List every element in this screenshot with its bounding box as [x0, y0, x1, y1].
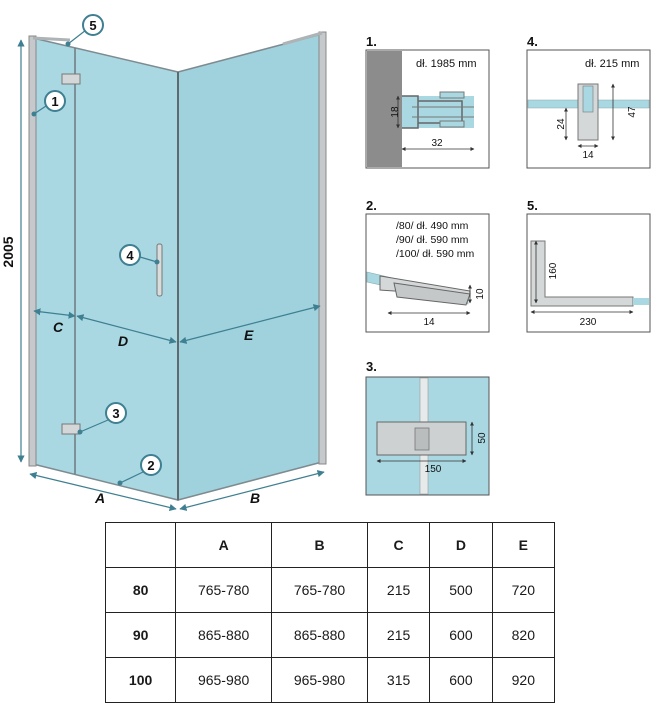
detail-4-dim-right: 47 [627, 106, 638, 118]
detail-2-dim-vertical: 10 [475, 288, 486, 300]
dim-a-label: A [95, 490, 106, 506]
table-cell: 90 [106, 613, 176, 658]
detail-1-number: 1. [366, 34, 377, 49]
detail-4 [527, 34, 650, 168]
callout-2-label: 2 [147, 458, 155, 473]
table-cell: 720 [492, 568, 554, 613]
table-cell: 820 [492, 613, 554, 658]
dim-e-label: E [244, 327, 254, 343]
detail-2-note-3: /100/ dł. 590 mm [396, 248, 475, 260]
dimension-table [105, 522, 555, 703]
table-cell: 865-880 [176, 613, 272, 658]
table-cell: 765-780 [272, 568, 368, 613]
detail-5-number: 5. [527, 198, 538, 213]
detail-2-note-1: /80/ dł. 490 mm [396, 220, 469, 232]
table-cell: 215 [367, 613, 429, 658]
detail-5-dim-horizontal: 230 [579, 317, 597, 328]
table-header-row [106, 523, 555, 568]
table-cell: 100 [106, 658, 176, 703]
table-row [106, 658, 555, 703]
table-cell: 600 [430, 658, 492, 703]
detail-2-number: 2. [366, 198, 377, 213]
callout-3-label: 3 [112, 406, 120, 421]
detail-1-dim-vertical: 18 [390, 106, 401, 118]
detail-3-dim-horizontal: 150 [424, 464, 442, 475]
detail-2-dim-horizontal: 14 [423, 317, 435, 328]
detail-4-note: dł. 215 mm [585, 58, 640, 70]
wall-profile-left [29, 36, 36, 466]
callout-1-label: 1 [51, 94, 59, 109]
table-cell: 500 [430, 568, 492, 613]
hinge-bottom [62, 424, 80, 434]
side-glass-panel [178, 34, 322, 500]
callout-5-label: 5 [89, 18, 97, 33]
callout-4-label: 4 [126, 248, 134, 263]
table-cell: 920 [492, 658, 554, 703]
wall-profile-right [319, 32, 326, 464]
dim-b-label: B [250, 490, 261, 506]
table-cell: 80 [106, 568, 176, 613]
table-cell: 315 [367, 658, 429, 703]
detail-4-dim-horizontal: 14 [582, 150, 594, 161]
top-brace-left [33, 38, 70, 40]
table-header-cell: B [272, 523, 368, 568]
height-dimension [0, 40, 21, 462]
table-cell: 215 [367, 568, 429, 613]
detail-2 [366, 198, 489, 332]
shower-enclosure [29, 32, 326, 500]
dim-c-label: C [53, 319, 64, 335]
table-cell: 965-980 [176, 658, 272, 703]
table-cell: 865-880 [272, 613, 368, 658]
detail-3-dim-vertical: 50 [477, 432, 488, 444]
detail-5 [527, 198, 650, 332]
detail-1-dim-horizontal: 32 [431, 138, 443, 149]
detail-1-note: dł. 1985 mm [416, 58, 477, 70]
dim-d-label: D [118, 333, 129, 349]
hinge-top [62, 74, 80, 84]
detail-3-number: 3. [366, 359, 377, 374]
height-label: 2005 [0, 236, 16, 268]
callout-5 [66, 15, 104, 47]
table-header-cell [106, 523, 176, 568]
table-cell: 600 [430, 613, 492, 658]
table-row [106, 568, 555, 613]
detail-2-note-2: /90/ dł. 590 mm [396, 234, 469, 246]
detail-1 [366, 34, 489, 168]
detail-4-dim-left: 24 [556, 118, 567, 130]
table-header-cell: C [367, 523, 429, 568]
table-cell: 965-980 [272, 658, 368, 703]
detail-5-dim-vertical: 160 [548, 262, 559, 280]
table-header-cell: D [430, 523, 492, 568]
door-handle [157, 244, 162, 296]
table-header-cell: E [492, 523, 554, 568]
table-cell: 765-780 [176, 568, 272, 613]
detail-3 [366, 359, 489, 495]
table-header-cell: A [176, 523, 272, 568]
table-row [106, 613, 555, 658]
detail-4-number: 4. [527, 34, 538, 49]
